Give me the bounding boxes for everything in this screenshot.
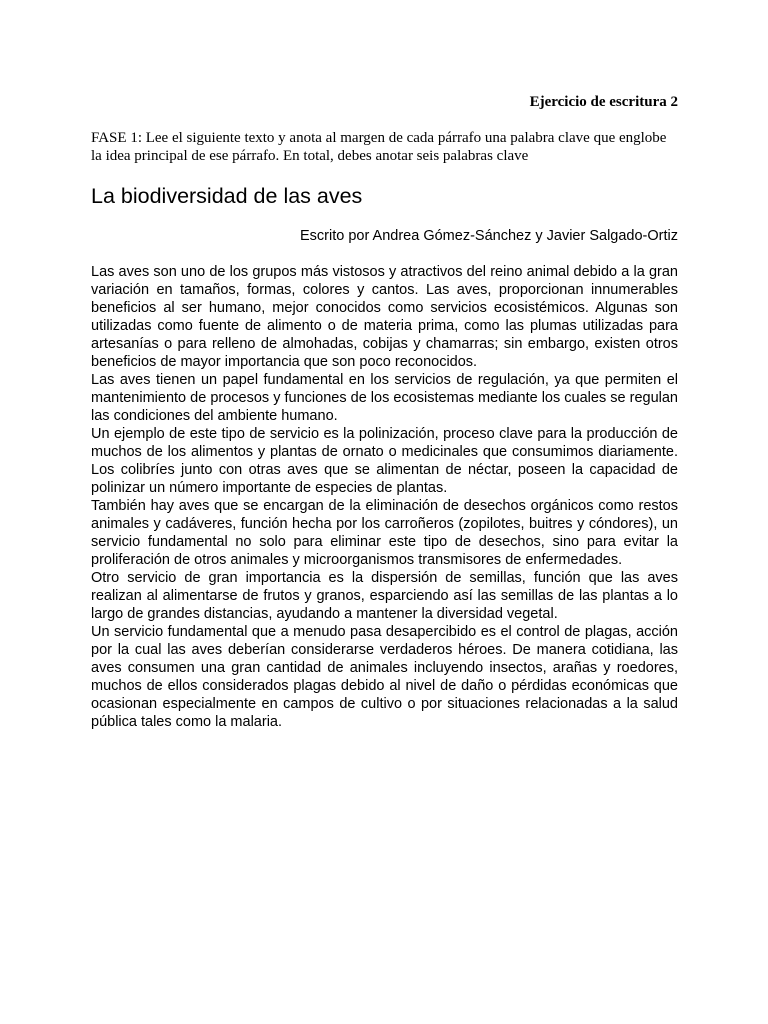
paragraph-4: También hay aves que se encargan de la eliminación de desechos orgánicos como restos animales y cadáveres, función hecha por los carroñeros (zopilotes, buitres y cóndores), un servicio fundamental no solo para eliminar este tipo de desechos, sino para evitar la proliferación de otros animales y microorganismos transmisores de enfermedades.	[91, 498, 678, 568]
instructions-text: FASE 1: Lee el siguiente texto y anota al margen de cada párrafo una palabra clave que englobe la idea principal de ese párrafo. En total, debes anotar seis palabras clave	[91, 130, 667, 164]
paragraph-6: Un servicio fundamental que a menudo pasa desapercibido es el control de plagas, acción por la cual las aves deberían considerarse verdaderos héroes. De manera cotidiana, las aves consumen una gran cantidad de animales incluyendo insectos, arañas y roedores, muchos de ellos considerados plagas debido al nivel de daño o pérdidas económicas que ocasionan especialmente en campos de cultivo o por situaciones relacionadas a la salud pública tales como la malaria.	[91, 624, 678, 730]
paragraph-3: Un ejemplo de este tipo de servicio es la polinización, proceso clave para la producción de muchos de los alimentos y plantas de ornato o medicinales que consumimos diariamente. Los colibríes junto con otras aves que se alimentan de néctar, poseen la capacidad de polinizar un número importante de especies de plantas.	[91, 426, 678, 496]
paragraph-2: Las aves tienen un papel fundamental en los servicios de regulación, ya que permiten el mantenimiento de procesos y funciones de los ecosistemas mediante los cuales se regulan las condiciones del ambiente humano.	[91, 372, 678, 424]
exercise-header: Ejercicio de escritura 2	[529, 94, 678, 110]
author-line: Escrito por Andrea Gómez-Sánchez y Javier Salgado-Ortiz	[300, 228, 678, 244]
body-text	[91, 263, 678, 731]
document-title: La biodiversidad de las aves	[91, 184, 363, 208]
paragraph-1: Las aves son uno de los grupos más vistosos y atractivos del reino animal debido a la gran variación en tamaños, formas, colores y cantos. Las aves, proporcionan innumerables beneficios al ser humano, mejor conocidos como servicios ecosistémicos. Algunas son utilizadas como fuente de alimento o de materia prima, como las plumas utilizadas para artesanías o para relleno de almohadas, cobijas y chamarras; sin embargo, existen otros beneficios de mayor importancia que son poco reconocidos.	[91, 264, 678, 370]
paragraph-5: Otro servicio de gran importancia es la dispersión de semillas, función que las aves realizan al alimentarse de frutos y granos, esparciendo así las semillas de las plantas a lo largo de grandes distancias, ayudando a mantener la diversidad vegetal.	[91, 570, 678, 622]
